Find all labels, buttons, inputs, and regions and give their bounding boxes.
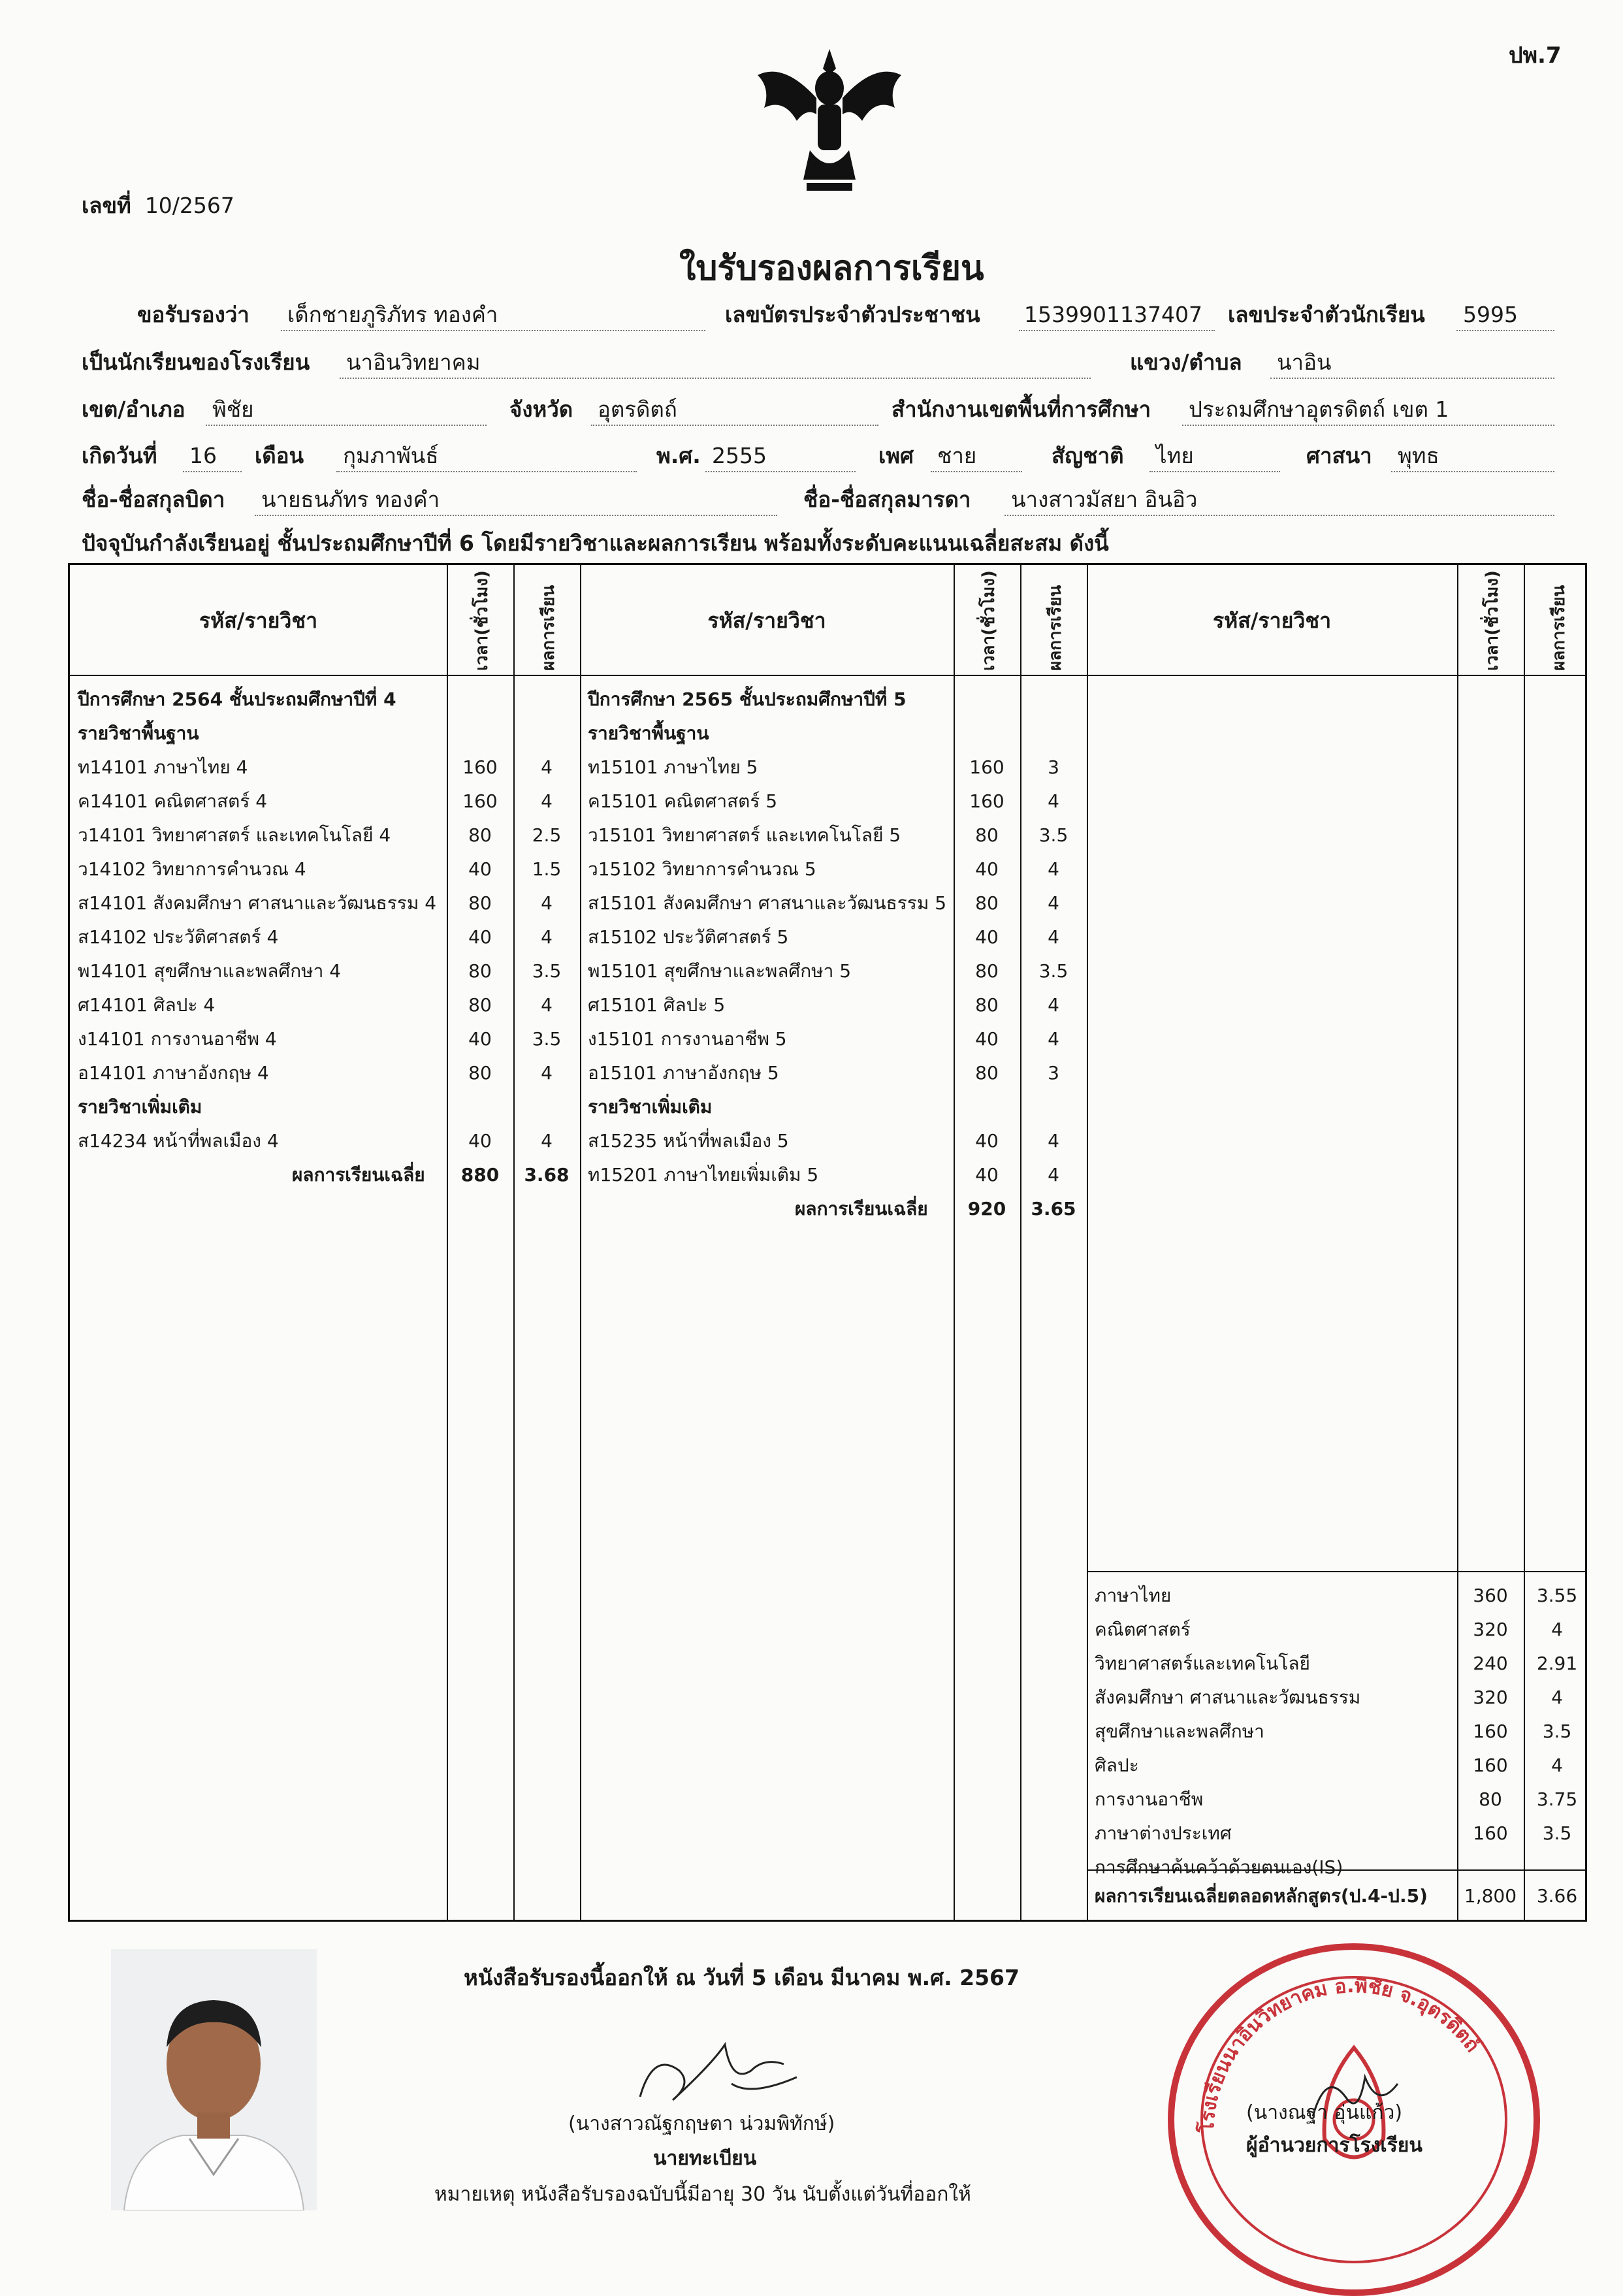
y5-extra-row-subject: ส15235 หน้าที่พลเมือง 5 — [588, 1130, 789, 1152]
director-name: (นางณฐา อุ่นแก้ว) — [1246, 2101, 1403, 2124]
y4-row-subject: ว14101 วิทยาศาสตร์ และเทคโนโลยี 4 — [78, 824, 391, 846]
director-title: ผู้อำนวยการโรงเรียน — [1246, 2134, 1422, 2157]
y5-row-hours: 40 — [975, 858, 999, 880]
header-hours-1: เวลา(ชั่วโมง) — [472, 570, 492, 671]
y4-row-grade: 2.5 — [532, 824, 562, 846]
nationality-value: ไทย — [1156, 443, 1194, 468]
father-value: นายธนภัทร ทองคำ — [261, 487, 440, 512]
avg-label-2: ผลการเรียนเฉลี่ย — [795, 1198, 928, 1220]
y4-extra-row-hours: 40 — [468, 1130, 492, 1152]
extra-heading-1: รายวิชาเพิ่มเติม — [78, 1096, 202, 1118]
summary-row-hours: 240 — [1473, 1653, 1508, 1674]
summary-row-grade: 3.55 — [1536, 1585, 1578, 1606]
y4-row-hours: 40 — [468, 858, 492, 880]
header-subject-1: รหัส/รายวิชา — [199, 608, 318, 633]
y5-extra-row-subject: ท15201 ภาษาไทยเพิ่มเติม 5 — [588, 1164, 819, 1186]
summary-row-grade: 4 — [1551, 1754, 1563, 1776]
header-grade-2: ผลการเรียน — [1046, 585, 1065, 671]
y5-row-hours: 40 — [975, 1028, 999, 1050]
y5-row-grade: 3.5 — [1038, 960, 1069, 982]
y5-row-grade: 4 — [1048, 892, 1059, 914]
province-value: อุตรดิตถ์ — [598, 396, 677, 422]
summary-row-hours: 320 — [1473, 1687, 1508, 1708]
grades-table — [68, 563, 1587, 1922]
y5-row-grade: 4 — [1048, 994, 1059, 1016]
school-name: นาอินวิทยาคม — [346, 349, 481, 375]
header-grade-3: ผลการเรียน — [1549, 585, 1569, 671]
y4-row-grade: 1.5 — [532, 858, 562, 880]
y5-row-subject: ว15101 วิทยาศาสตร์ และเทคโนโลยี 5 — [588, 824, 901, 846]
summary-row-hours: 160 — [1473, 1721, 1508, 1742]
y4-row-subject: ส14101 สังคมศึกษา ศาสนาและวัฒนธรรม 4 — [78, 892, 437, 914]
y5-row-hours: 80 — [975, 824, 999, 846]
subdistrict-value: นาอิน — [1277, 349, 1332, 375]
student-photo — [111, 1949, 317, 2210]
issued-date: หนังสือรับรองนี้ออกให้ ณ วันที่ 5 เดือน มีนาคม พ.ศ. 2567 — [464, 1965, 1020, 1990]
mother-label: ชื่อ-ชื่อสกุลมารดา — [803, 487, 971, 512]
y4-row-grade: 4 — [541, 994, 553, 1016]
birth-day-label: เกิดวันที่ — [82, 443, 157, 468]
district-label: เขต/อำเภอ — [82, 396, 185, 422]
summary-row-grade: 3.5 — [1542, 1721, 1572, 1742]
area-office-label: สำนักงานเขตพื้นที่การศึกษา — [892, 396, 1151, 422]
birth-month-label: เดือน — [255, 443, 304, 468]
y5-extra-row-grade: 4 — [1048, 1164, 1059, 1186]
y4-row-hours: 160 — [462, 756, 498, 778]
y5-row-subject: พ15101 สุขศึกษาและพลศึกษา 5 — [588, 960, 852, 982]
y5-row-hours: 160 — [969, 756, 1004, 778]
student-no-label: เลขประจำตัวนักเรียน — [1228, 302, 1425, 327]
summary-row-subject: การงานอาชีพ — [1095, 1788, 1204, 1810]
mother-value: นางสาวมัสยา อินอิว — [1011, 487, 1198, 512]
summary-row-subject: การศึกษาค้นคว้าด้วยตนเอง(IS) — [1095, 1856, 1343, 1878]
y5-row-subject: ศ15101 ศิลปะ 5 — [588, 994, 726, 1016]
sex-label: เพศ — [878, 443, 914, 468]
current-study-text: ปัจจุบันกำลังเรียนอยู่ ชั้นประถมศึกษาปีที่ 6 โดยมีรายวิชาและผลการเรียน พร้อมทั้งระดับคะแนนเฉลี่ยสะสม ดังนี้ — [82, 530, 1109, 556]
avg-label-1: ผลการเรียนเฉลี่ย — [292, 1164, 425, 1186]
registrar-signature — [634, 2025, 803, 2116]
doc-number — [82, 193, 234, 219]
y4-row-grade: 4 — [541, 756, 553, 778]
y4-row-subject: ว14102 วิทยาการคำนวณ 4 — [78, 858, 306, 880]
summary-row-grade: 3.75 — [1536, 1788, 1578, 1810]
form-code: ปพ.7 — [1509, 42, 1562, 69]
y4-row-grade: 4 — [541, 790, 553, 812]
y4-row-hours: 40 — [468, 926, 492, 948]
y5-row-hours: 40 — [975, 926, 999, 948]
registrar-title: นายทะเบียน — [653, 2147, 757, 2170]
header-subject-3: รหัส/รายวิชา — [1212, 608, 1332, 633]
summary-row-hours: 160 — [1473, 1822, 1508, 1844]
y5-row-hours: 80 — [975, 1062, 999, 1084]
y5-row-subject: ส15102 ประวัติศาสตร์ 5 — [588, 926, 789, 948]
y4-row-subject: ท14101 ภาษาไทย 4 — [78, 756, 248, 778]
summary-row-subject: สุขศึกษาและพลศึกษา — [1095, 1721, 1264, 1742]
y4-row-hours: 80 — [468, 824, 492, 846]
y5-row-subject: อ15101 ภาษาอังกฤษ 5 — [588, 1062, 779, 1084]
summary-row-subject: ศิลปะ — [1095, 1754, 1139, 1776]
certify-label: ขอรับรองว่า — [137, 302, 249, 327]
total-label: ผลการเรียนเฉลี่ยตลอดหลักสูตร(ป.4-ป.5) — [1095, 1885, 1428, 1907]
doc-no-value: 10/2567 — [144, 193, 234, 218]
y4-row-grade: 4 — [541, 1062, 553, 1084]
header-hours-2: เวลา(ชั่วโมง) — [979, 570, 999, 671]
avg-grade-2: 3.65 — [1031, 1198, 1076, 1220]
page-title: ใบรับรองผลการเรียน — [679, 249, 984, 288]
y4-row-hours: 160 — [462, 790, 498, 812]
header-subject-2: รหัส/รายวิชา — [707, 608, 826, 633]
y5-row-grade: 4 — [1048, 790, 1059, 812]
y4-row-subject: อ14101 ภาษาอังกฤษ 4 — [78, 1062, 269, 1084]
nationality-label: สัญชาติ — [1052, 443, 1124, 468]
sex-value: ชาย — [937, 443, 977, 468]
summary-row-subject: สังคมศึกษา ศาสนาและวัฒนธรรม — [1095, 1687, 1361, 1708]
doc-no-label: เลขที่ — [82, 193, 131, 218]
id-card-value: 1539901137407 — [1024, 302, 1202, 327]
id-card-label: เลขบัตรประจำตัวประชาชน — [725, 302, 980, 327]
y5-row-subject: ง15101 การงานอาชีพ 5 — [588, 1028, 787, 1050]
basic-heading-1: รายวิชาพื้นฐาน — [78, 722, 199, 744]
y5-row-hours: 160 — [969, 790, 1004, 812]
summary-row-hours: 80 — [1479, 1788, 1502, 1810]
y5-extra-row-grade: 4 — [1048, 1130, 1059, 1152]
y4-row-subject: ส14102 ประวัติศาสตร์ 4 — [78, 926, 279, 948]
father-label: ชื่อ-ชื่อสกุลบิดา — [82, 487, 225, 512]
basic-heading-2: รายวิชาพื้นฐาน — [588, 722, 709, 744]
religion-label: ศาสนา — [1306, 443, 1372, 468]
summary-row-subject: ภาษาไทย — [1095, 1585, 1172, 1606]
stamp-text: โรงเรียนนาอินวิทยาคม อ.พิชัย จ.อุตรดิตถ์ — [1195, 1974, 1485, 2133]
y4-row-hours: 80 — [468, 960, 492, 982]
y5-row-grade: 4 — [1048, 926, 1059, 948]
birth-day-value: 16 — [189, 443, 217, 468]
summary-row-hours: 360 — [1473, 1585, 1508, 1606]
header-grade-1: ผลการเรียน — [539, 585, 558, 671]
y4-row-grade: 3.5 — [532, 960, 562, 982]
school-label: เป็นนักเรียนของโรงเรียน — [82, 349, 310, 375]
y4-row-grade: 4 — [541, 926, 553, 948]
y5-row-grade: 3 — [1048, 756, 1059, 778]
y5-extra-row-hours: 40 — [975, 1130, 999, 1152]
y4-extra-row-subject: ส14234 หน้าที่พลเมือง 4 — [78, 1130, 279, 1152]
y5-row-subject: ว15102 วิทยาการคำนวณ 5 — [588, 858, 816, 880]
birth-year-label: พ.ศ. — [656, 443, 701, 468]
registrar-name: (นางสาวณัฐกฤษตา น่วมพิทักษ์) — [568, 2112, 835, 2135]
extra-heading-2: รายวิชาเพิ่มเติม — [588, 1096, 713, 1118]
summary-row-grade: 4 — [1551, 1619, 1563, 1640]
y4-row-hours: 80 — [468, 994, 492, 1016]
summary-row-subject: ภาษาต่างประเทศ — [1095, 1822, 1232, 1844]
y5-row-subject: ค15101 คณิตศาสตร์ 5 — [588, 790, 778, 812]
y4-row-subject: พ14101 สุขศึกษาและพลศึกษา 4 — [78, 960, 342, 982]
total-hours: 1,800 — [1464, 1885, 1517, 1907]
y4-row-grade: 4 — [541, 892, 553, 914]
y5-row-grade: 4 — [1048, 858, 1059, 880]
avg-hours-2: 920 — [967, 1198, 1006, 1220]
y4-row-hours: 80 — [468, 892, 492, 914]
note-text: หมายเหตุ หนังสือรับรองฉบับนี้มีอายุ 30 วัน นับตั้งแต่วันที่ออกให้ — [434, 2183, 971, 2206]
summary-row-subject: วิทยาศาสตร์และเทคโนโลยี — [1095, 1653, 1310, 1674]
y4-row-hours: 80 — [468, 1062, 492, 1084]
summary-row-grade: 2.91 — [1536, 1653, 1578, 1674]
summary-row-hours: 160 — [1473, 1754, 1508, 1776]
student-no-value: 5995 — [1463, 302, 1518, 327]
religion-value: พุทธ — [1398, 443, 1439, 468]
y5-row-hours: 80 — [975, 960, 999, 982]
summary-row-grade: 3.5 — [1542, 1822, 1572, 1844]
y4-row-subject: ค14101 คณิตศาสตร์ 4 — [78, 790, 268, 812]
year-heading-2: ปีการศึกษา 2565 ชั้นประถมศึกษาปีที่ 5 — [588, 688, 907, 710]
avg-grade-1: 3.68 — [524, 1164, 570, 1186]
header-hours-3: เวลา(ชั่วโมง) — [1483, 570, 1502, 671]
y5-row-grade: 3.5 — [1038, 824, 1069, 846]
garuda-emblem — [745, 36, 914, 206]
y5-row-subject: ส15101 สังคมศึกษา ศาสนาและวัฒนธรรม 5 — [588, 892, 947, 914]
province-label: จังหวัด — [509, 396, 573, 422]
y4-extra-row-grade: 4 — [541, 1130, 553, 1152]
summary-row-subject: คณิตศาสตร์ — [1095, 1619, 1191, 1640]
area-office-value: ประถมศึกษาอุตรดิตถ์ เขต 1 — [1189, 396, 1449, 422]
y5-row-grade: 3 — [1048, 1062, 1059, 1084]
y5-row-subject: ท15101 ภาษาไทย 5 — [588, 756, 758, 778]
summary-row-hours: 320 — [1473, 1619, 1508, 1640]
y4-row-grade: 3.5 — [532, 1028, 562, 1050]
validity-note — [434, 2182, 971, 2208]
total-grade: 3.66 — [1536, 1885, 1578, 1907]
district-value: พิชัย — [212, 396, 254, 422]
birth-year-value: 2555 — [712, 443, 767, 468]
subdistrict-label: แขวง/ตำบล — [1130, 349, 1242, 375]
y5-row-hours: 80 — [975, 994, 999, 1016]
y4-row-hours: 40 — [468, 1028, 492, 1050]
birth-month-value: กุมภาพันธ์ — [343, 443, 439, 468]
y4-row-subject: ง14101 การงานอาชีพ 4 — [78, 1028, 277, 1050]
y4-row-subject: ศ14101 ศิลปะ 4 — [78, 994, 216, 1016]
y5-row-grade: 4 — [1048, 1028, 1059, 1050]
y5-row-hours: 80 — [975, 892, 999, 914]
avg-hours-1: 880 — [460, 1164, 500, 1186]
summary-row-grade: 4 — [1551, 1687, 1563, 1708]
y5-extra-row-hours: 40 — [975, 1164, 999, 1186]
year-heading-1: ปีการศึกษา 2564 ชั้นประถมศึกษาปีที่ 4 — [78, 688, 396, 710]
student-name: เด็กชายภูริภัทร ทองคำ — [287, 302, 498, 327]
